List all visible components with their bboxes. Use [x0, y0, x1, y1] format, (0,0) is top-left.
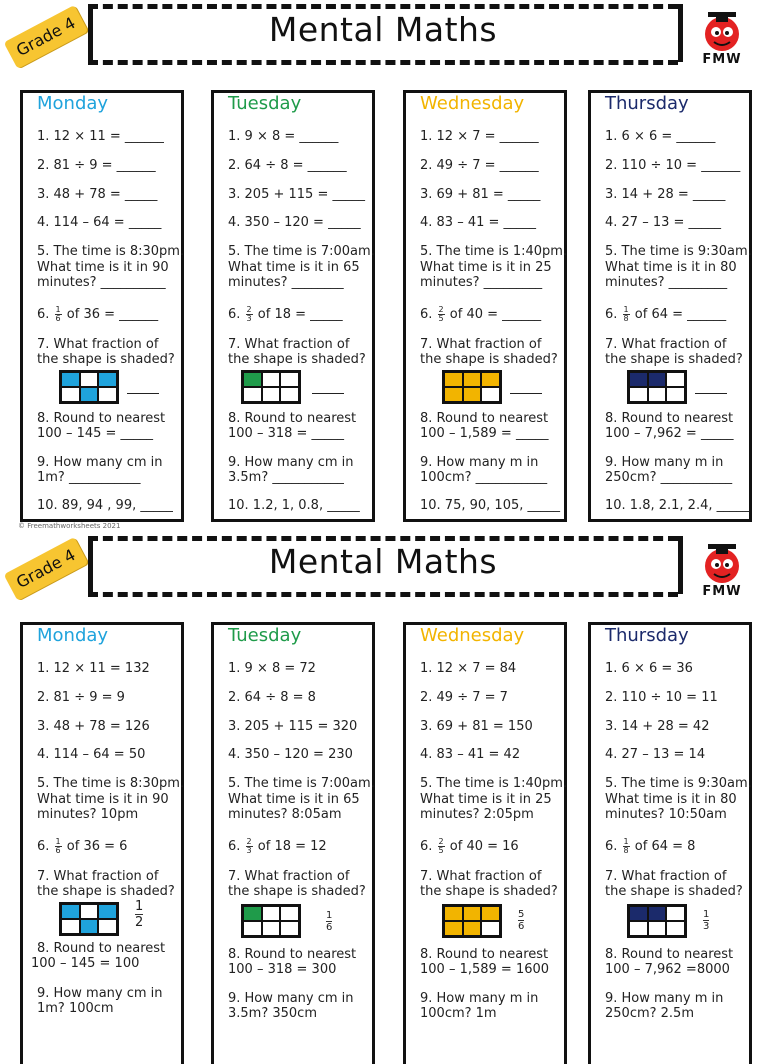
- question-5-line-1: 5. The time is 1:40pm.: [420, 244, 568, 259]
- answer-6-text: of 18 = 12: [257, 839, 327, 854]
- question-7-line-1: 7. What fraction of: [420, 337, 542, 352]
- question-6-text: of 18 = _____: [257, 307, 343, 322]
- question-9-line-2: 3.5m? ___________: [228, 470, 344, 485]
- day-title: Wednesday: [420, 625, 525, 646]
- question-2: 2. 81 ÷ 9 = ______: [37, 158, 156, 173]
- fraction-shape: [59, 370, 119, 404]
- question-5-line-2: What time is it in 65: [228, 260, 360, 275]
- day-title: Thursday: [605, 93, 689, 114]
- shaded-cell: [98, 904, 117, 919]
- fraction-numerator: 1: [135, 899, 144, 914]
- question-2: 2. 64 ÷ 8 = ______: [228, 158, 347, 173]
- fraction-numerator: 1: [703, 909, 710, 920]
- question-8-line-1: 8. Round to nearest: [420, 411, 549, 426]
- question-6-text: of 64 = ______: [634, 307, 727, 322]
- question-6-number: 6.: [37, 307, 50, 322]
- shaded-cell: [463, 387, 482, 402]
- question-5-line-1: 5. The time is 9:30am.: [605, 244, 752, 259]
- shaded-cell: [444, 387, 463, 402]
- empty-cell: [262, 921, 281, 936]
- fmw-logo: [696, 538, 748, 600]
- answer-7-line-2: the shape is shaded?: [605, 884, 743, 899]
- answer-7-line-2: the shape is shaded?: [37, 884, 175, 899]
- answer-9-line-2: 3.5m? 350cm: [228, 1006, 317, 1021]
- question-5-line-2: What time is it in 25: [420, 260, 552, 275]
- question-2: 2. 49 ÷ 7 = ______: [420, 158, 539, 173]
- shaded-cell: [463, 372, 482, 387]
- answer-7-line-2: the shape is shaded?: [228, 884, 366, 899]
- shaded-cell: [61, 372, 80, 387]
- answer-5-line-1: 5. The time is 8:30pm.: [37, 776, 185, 791]
- day-card-tuesday: [211, 90, 375, 522]
- shaded-cell: [629, 906, 648, 921]
- question-9-line-1: 9. How many cm in: [37, 455, 163, 470]
- answer-7-fraction: [703, 909, 709, 932]
- answer-4: 4. 27 – 13 = 14: [605, 747, 706, 762]
- answer-6-number: 6.: [228, 839, 241, 854]
- apple-mascot-icon: [696, 6, 748, 54]
- answer-8-line-1: 8. Round to nearest: [420, 947, 549, 962]
- page-title: Mental Maths: [268, 10, 498, 49]
- header-bar-right: [678, 4, 683, 62]
- answer-card-monday: [20, 622, 184, 1064]
- answer-6-text: of 64 = 8: [634, 839, 696, 854]
- day-card-monday: [20, 90, 184, 522]
- answer-2: 2. 64 ÷ 8 = 8: [228, 690, 316, 705]
- question-7-line-1: 7. What fraction of: [37, 337, 159, 352]
- question-5-line-3: minutes? _________: [420, 275, 543, 290]
- empty-cell: [61, 919, 80, 934]
- answer-card-tuesday: [211, 622, 375, 1064]
- answer-4: 4. 114 – 64 = 50: [37, 747, 146, 762]
- grade-badge: Grade 4: [4, 537, 89, 601]
- question-3: 3. 69 + 81 = _____: [420, 187, 541, 202]
- question-10: 10. 89, 94 , 99, _____: [37, 498, 173, 513]
- empty-cell: [61, 387, 80, 402]
- answer-1: 1. 9 × 8 = 72: [228, 661, 316, 676]
- question-1: 1. 12 × 11 = ______: [37, 129, 164, 144]
- shaded-cell: [243, 906, 262, 921]
- question-2: 2. 110 ÷ 10 = ______: [605, 158, 741, 173]
- question-8-line-2: 100 – 1,589 = _____: [420, 426, 549, 441]
- answer-6: [228, 838, 327, 855]
- empty-cell: [80, 372, 99, 387]
- question-6-number: 6.: [420, 307, 433, 322]
- grade-badge: Grade 4: [4, 5, 89, 69]
- day-title: Monday: [37, 625, 109, 646]
- answer-9-line-1: 9. How many cm in: [228, 991, 354, 1006]
- empty-cell: [648, 387, 667, 402]
- answer-6-fraction: [246, 838, 253, 855]
- question-9-line-1: 9. How many cm in: [228, 455, 354, 470]
- question-7-line-1: 7. What fraction of: [228, 337, 350, 352]
- empty-cell: [243, 921, 262, 936]
- question-9-line-2: 1m? ___________: [37, 470, 141, 485]
- fraction-denominator: 3: [703, 921, 710, 932]
- answer-5-line-2: What time is it in 80: [605, 792, 737, 807]
- answer-5-line-2: What time is it in 90: [37, 792, 169, 807]
- answer-line: [127, 393, 159, 394]
- question-10: 10. 1.8, 2.1, 2.4, _____: [605, 498, 750, 513]
- question-6: [228, 306, 343, 323]
- fraction-numerator: 1: [55, 837, 61, 846]
- answer-8-line-2: 100 – 1,589 = 1600: [420, 962, 550, 977]
- answer-9-line-1: 9. How many m in: [420, 991, 539, 1006]
- question-8-line-2: 100 – 145 = _____: [37, 426, 154, 441]
- answer-2: 2. 81 ÷ 9 = 9: [37, 690, 125, 705]
- answer-7-line-1: 7. What fraction of: [605, 869, 727, 884]
- answer-9-line-2: 250cm? 2.5m: [605, 1006, 694, 1021]
- apple-mascot-icon: [696, 538, 748, 586]
- answer-5-line-2: What time is it in 65: [228, 792, 360, 807]
- shaded-cell: [444, 372, 463, 387]
- question-9-line-1: 9. How many m in: [605, 455, 724, 470]
- question-6-fraction: [438, 306, 445, 323]
- day-title: Tuesday: [228, 625, 302, 646]
- empty-cell: [629, 387, 648, 402]
- header-dash-bottom: [88, 60, 678, 65]
- shaded-cell: [243, 372, 262, 387]
- fraction-denominator: 5: [438, 846, 444, 855]
- answer-2: 2. 49 ÷ 7 = 7: [420, 690, 508, 705]
- fraction-shape: [627, 370, 687, 404]
- answer-6-text: of 36 = 6: [66, 839, 128, 854]
- empty-cell: [629, 921, 648, 936]
- fraction-denominator: 5: [438, 314, 444, 323]
- answer-9-line-1: 9. How many m in: [605, 991, 724, 1006]
- question-7-line-2: the shape is shaded?: [605, 352, 743, 367]
- shaded-cell: [444, 921, 463, 936]
- answer-6: [420, 838, 519, 855]
- fraction-shape: [241, 370, 301, 404]
- fraction-denominator: 8: [623, 314, 629, 323]
- question-5-line-3: minutes? ________: [228, 275, 344, 290]
- question-6: [37, 306, 158, 323]
- answer-3: 3. 69 + 81 = 150: [420, 719, 533, 734]
- answer-8-line-2: 100 – 7,962 =8000: [605, 962, 730, 977]
- question-10: 10. 75, 90, 105, _____: [420, 498, 560, 513]
- fraction-numerator: 1: [623, 837, 629, 846]
- answer-1: 1. 6 × 6 = 36: [605, 661, 693, 676]
- answer-7-line-1: 7. What fraction of: [420, 869, 542, 884]
- fraction-denominator: 6: [326, 922, 333, 933]
- empty-cell: [80, 904, 99, 919]
- page-title: Mental Maths: [268, 542, 498, 581]
- empty-cell: [280, 387, 299, 402]
- answer-sheet: [0, 532, 768, 1064]
- answer-8-line-2: 100 – 145 = 100: [31, 956, 140, 971]
- answer-6-fraction: [623, 838, 630, 855]
- question-9-line-2: 250cm? ___________: [605, 470, 733, 485]
- logo-text: FMW: [702, 584, 742, 599]
- empty-cell: [280, 372, 299, 387]
- question-4: 4. 83 – 41 = _____: [420, 215, 537, 230]
- empty-cell: [98, 919, 117, 934]
- fraction-numerator: 1: [326, 910, 333, 921]
- question-7-line-2: the shape is shaded?: [228, 352, 366, 367]
- answer-3: 3. 14 + 28 = 42: [605, 719, 710, 734]
- question-9-line-1: 9. How many m in: [420, 455, 539, 470]
- answer-6-number: 6.: [605, 839, 618, 854]
- question-3: 3. 48 + 78 = _____: [37, 187, 158, 202]
- answer-4: 4. 83 – 41 = 42: [420, 747, 521, 762]
- question-7-line-2: the shape is shaded?: [420, 352, 558, 367]
- question-9-line-2: 100cm? ___________: [420, 470, 548, 485]
- shaded-cell: [80, 387, 99, 402]
- question-8-line-1: 8. Round to nearest: [37, 411, 166, 426]
- question-6: [605, 306, 726, 323]
- question-8-line-1: 8. Round to nearest: [228, 411, 357, 426]
- shaded-cell: [444, 906, 463, 921]
- answer-6-number: 6.: [420, 839, 433, 854]
- question-1: 1. 6 × 6 = ______: [605, 129, 716, 144]
- question-6: [420, 306, 541, 323]
- fraction-denominator: 3: [246, 314, 252, 323]
- fraction-numerator: 1: [55, 305, 61, 314]
- question-4: 4. 114 – 64 = _____: [37, 215, 162, 230]
- answer-3: 3. 48 + 78 = 126: [37, 719, 150, 734]
- fraction-shape: [442, 904, 502, 938]
- answer-4: 4. 350 – 120 = 230: [228, 747, 353, 762]
- day-card-wednesday: [403, 90, 567, 522]
- empty-cell: [481, 921, 500, 936]
- fraction-shape: [241, 904, 301, 938]
- answer-6-text: of 40 = 16: [449, 839, 519, 854]
- answer-7-line-1: 7. What fraction of: [37, 869, 159, 884]
- fraction-denominator: 6: [518, 921, 525, 932]
- answer-2: 2. 110 ÷ 10 = 11: [605, 690, 718, 705]
- empty-cell: [666, 372, 685, 387]
- answer-5-line-3: minutes? 10pm: [37, 807, 139, 822]
- day-title: Monday: [37, 93, 109, 114]
- fmw-logo: [696, 6, 748, 68]
- fraction-denominator: 2: [135, 915, 144, 930]
- answer-3: 3. 205 + 115 = 320: [228, 719, 358, 734]
- question-6-number: 6.: [605, 307, 618, 322]
- shaded-cell: [648, 906, 667, 921]
- answer-line: [510, 393, 542, 394]
- fraction-denominator: 8: [623, 846, 629, 855]
- header-dash-bottom: [88, 592, 678, 597]
- question-8-line-2: 100 – 318 = _____: [228, 426, 345, 441]
- answer-line: [695, 393, 727, 394]
- empty-cell: [666, 906, 685, 921]
- answer-1: 1. 12 × 11 = 132: [37, 661, 150, 676]
- question-5-line-2: What time is it in 80: [605, 260, 737, 275]
- question-6-text: of 36 = ______: [66, 307, 159, 322]
- empty-cell: [481, 387, 500, 402]
- answer-5-line-3: minutes? 10:50am: [605, 807, 727, 822]
- fraction-shape: [59, 902, 119, 936]
- shaded-cell: [629, 372, 648, 387]
- shaded-cell: [80, 919, 99, 934]
- question-8-line-1: 8. Round to nearest: [605, 411, 734, 426]
- answer-5-line-1: 5. The time is 1:40pm.: [420, 776, 568, 791]
- day-card-thursday: [588, 90, 752, 522]
- empty-cell: [243, 387, 262, 402]
- shaded-cell: [463, 921, 482, 936]
- question-5-line-2: What time is it in 90: [37, 260, 169, 275]
- fraction-denominator: 6: [55, 314, 61, 323]
- answer-7-line-2: the shape is shaded?: [420, 884, 558, 899]
- question-1: 1. 9 × 8 = ______: [228, 129, 339, 144]
- answer-6-fraction: [438, 838, 445, 855]
- empty-cell: [280, 921, 299, 936]
- answer-6: [37, 838, 127, 855]
- empty-cell: [98, 387, 117, 402]
- answer-5-line-3: minutes? 8:05am: [228, 807, 342, 822]
- question-6-text: of 40 = ______: [449, 307, 542, 322]
- answer-7-fraction: [518, 909, 524, 932]
- day-title: Wednesday: [420, 93, 525, 114]
- empty-cell: [666, 387, 685, 402]
- answer-5-line-1: 5. The time is 9:30am.: [605, 776, 752, 791]
- empty-cell: [666, 921, 685, 936]
- answer-line: [312, 393, 344, 394]
- question-3: 3. 205 + 115 = _____: [228, 187, 365, 202]
- empty-cell: [648, 921, 667, 936]
- question-7-line-2: the shape is shaded?: [37, 352, 175, 367]
- answer-6-number: 6.: [37, 839, 50, 854]
- fraction-numerator: 2: [438, 837, 444, 846]
- empty-cell: [262, 387, 281, 402]
- question-8-line-2: 100 – 7,962 = _____: [605, 426, 734, 441]
- question-4: 4. 350 – 120 = _____: [228, 215, 361, 230]
- question-6-number: 6.: [228, 307, 241, 322]
- shaded-cell: [648, 372, 667, 387]
- question-5-line-3: minutes? _________: [605, 275, 728, 290]
- answer-7-fraction: [135, 899, 143, 930]
- fraction-shape: [627, 904, 687, 938]
- fraction-numerator: 2: [246, 305, 252, 314]
- answer-5-line-2: What time is it in 25: [420, 792, 552, 807]
- fraction-shape: [442, 370, 502, 404]
- question-7-line-1: 7. What fraction of: [605, 337, 727, 352]
- answer-9-line-2: 1m? 100cm: [37, 1001, 114, 1016]
- question-10: 10. 1.2, 1, 0.8, _____: [228, 498, 360, 513]
- answer-8-line-1: 8. Round to nearest: [37, 941, 166, 956]
- answer-5-line-1: 5. The time is 7:00am.: [228, 776, 375, 791]
- fraction-numerator: 2: [438, 305, 444, 314]
- question-6-fraction: [55, 306, 62, 323]
- question-6-fraction: [246, 306, 253, 323]
- copyright-text: © Freemathworksheets 2021: [18, 522, 121, 530]
- empty-cell: [262, 906, 281, 921]
- header-bar-right: [678, 536, 683, 594]
- empty-cell: [280, 906, 299, 921]
- question-5-line-1: 5. The time is 7:00am.: [228, 244, 375, 259]
- shaded-cell: [463, 906, 482, 921]
- question-3: 3. 14 + 28 = _____: [605, 187, 726, 202]
- answer-1: 1. 12 × 7 = 84: [420, 661, 517, 676]
- day-title: Thursday: [605, 625, 689, 646]
- fraction-numerator: 1: [623, 305, 629, 314]
- fraction-numerator: 2: [246, 837, 252, 846]
- answer-6: [605, 838, 695, 855]
- question-6-fraction: [623, 306, 630, 323]
- answer-8-line-2: 100 – 318 = 300: [228, 962, 337, 977]
- answer-7-fraction: [326, 910, 332, 933]
- shaded-cell: [481, 906, 500, 921]
- logo-text: FMW: [702, 52, 742, 67]
- answer-8-line-1: 8. Round to nearest: [228, 947, 357, 962]
- question-4: 4. 27 – 13 = _____: [605, 215, 722, 230]
- answer-card-wednesday: [403, 622, 567, 1064]
- answer-6-fraction: [55, 838, 62, 855]
- header-dash-top: [88, 536, 678, 541]
- answer-9-line-1: 9. How many cm in: [37, 986, 163, 1001]
- answer-card-thursday: [588, 622, 752, 1064]
- fraction-denominator: 6: [55, 846, 61, 855]
- fraction-numerator: 5: [518, 909, 525, 920]
- question-1: 1. 12 × 7 = ______: [420, 129, 539, 144]
- shaded-cell: [481, 372, 500, 387]
- shaded-cell: [61, 904, 80, 919]
- empty-cell: [262, 372, 281, 387]
- question-5-line-1: 5. The time is 8:30pm.: [37, 244, 185, 259]
- shaded-cell: [98, 372, 117, 387]
- answer-9-line-2: 100cm? 1m: [420, 1006, 497, 1021]
- question-5-line-3: minutes? __________: [37, 275, 166, 290]
- fraction-denominator: 3: [246, 846, 252, 855]
- answer-8-line-1: 8. Round to nearest: [605, 947, 734, 962]
- day-title: Tuesday: [228, 93, 302, 114]
- header-dash-top: [88, 4, 678, 9]
- answer-5-line-3: minutes? 2:05pm: [420, 807, 534, 822]
- answer-7-line-1: 7. What fraction of: [228, 869, 350, 884]
